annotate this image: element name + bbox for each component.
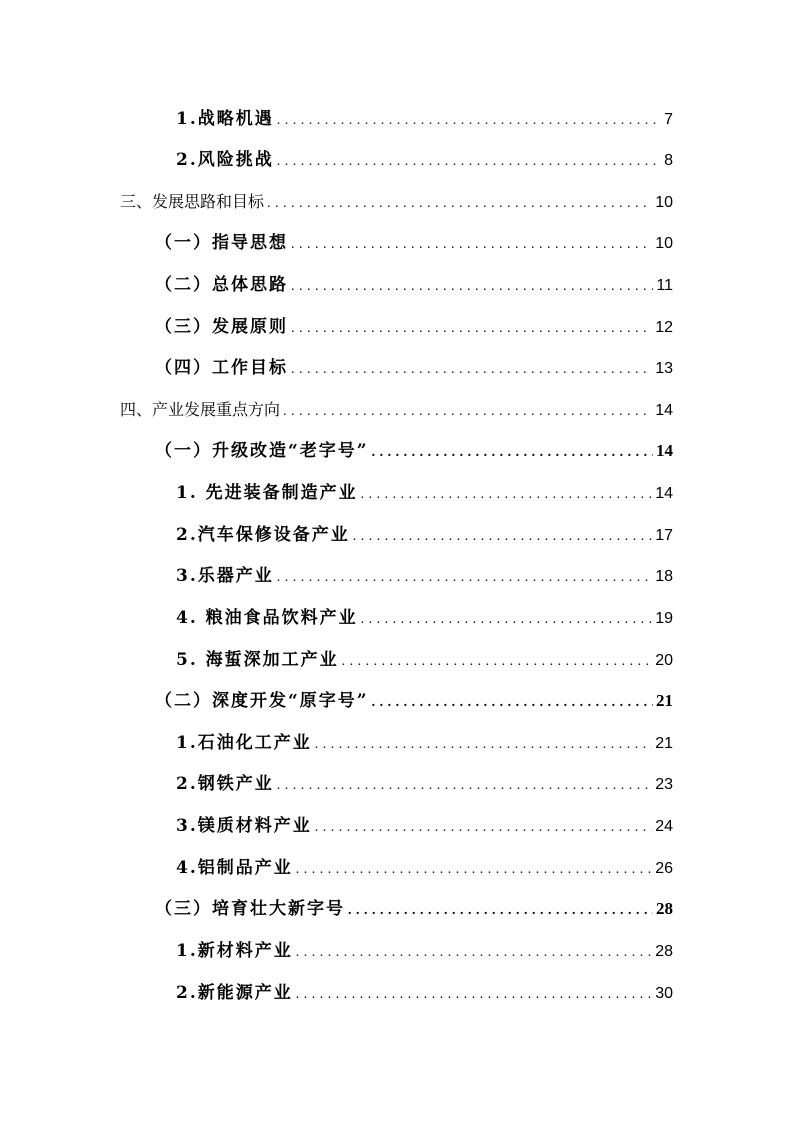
toc-entry[interactable]: [155, 438, 673, 464]
toc-entry-title: （一）升级改造“老字号”: [155, 441, 369, 461]
toc-entry-title: （四）工作目标: [155, 358, 288, 378]
toc-entry-title: 4. 粮油食品饮料产业: [176, 608, 358, 628]
toc-page-number: 30: [655, 985, 673, 1002]
toc-entry[interactable]: [176, 771, 673, 797]
toc-leader-dots: [277, 773, 652, 799]
toc-page-number: 19: [655, 610, 673, 627]
toc-page-number: 17: [655, 527, 673, 544]
toc-leader-dots: [277, 149, 661, 175]
toc-page-number: 28: [655, 943, 673, 960]
toc-entry-title: 1.新材料产业: [176, 941, 293, 961]
toc-page-number: 23: [655, 776, 673, 793]
toc-page-number: 10: [655, 194, 673, 211]
toc-entry-title: 三、发展思路和目标: [120, 192, 265, 211]
toc-leader-dots: [296, 857, 652, 883]
toc-entry-title: 3.镁质材料产业: [176, 816, 312, 836]
toc-entry-title: 4.铝制品产业: [176, 858, 293, 878]
toc-page-number: 21: [656, 691, 673, 710]
toc-entry[interactable]: [155, 355, 673, 381]
toc-leader-dots: [348, 898, 653, 924]
toc-leader-dots: [267, 191, 652, 217]
toc-entry[interactable]: [120, 189, 673, 215]
toc-leader-dots: [296, 982, 652, 1008]
toc-entry[interactable]: [176, 647, 673, 673]
toc-page-number: 7: [664, 111, 673, 128]
toc-page-number: 28: [656, 899, 673, 918]
toc-entry[interactable]: [155, 688, 673, 714]
toc-entry[interactable]: [120, 397, 673, 423]
toc-entry-title: 2.新能源产业: [176, 983, 293, 1003]
toc-page-number: 8: [664, 152, 673, 169]
toc-entry[interactable]: [176, 106, 673, 132]
toc-page-number: 14: [655, 485, 673, 502]
toc-entry[interactable]: [155, 896, 673, 922]
toc-page-number: 26: [655, 860, 673, 877]
toc-leader-dots: [315, 732, 652, 758]
toc-leader-dots: [315, 815, 652, 841]
toc-entry[interactable]: [176, 813, 673, 839]
toc-page-number: 21: [655, 735, 673, 752]
toc-entry[interactable]: [176, 563, 673, 589]
toc-entry-title: 3.乐器产业: [176, 566, 274, 586]
toc-leader-dots: [291, 316, 652, 342]
toc-leader-dots: [342, 649, 653, 675]
toc-leader-dots: [291, 232, 652, 258]
toc-leader-dots: [361, 607, 653, 633]
toc-entry-title: （三）发展原则: [155, 317, 288, 337]
toc-page-number: 18: [655, 568, 673, 585]
toc-page-number: 13: [655, 360, 673, 377]
toc-entry[interactable]: [176, 938, 673, 964]
toc-entry[interactable]: [176, 522, 673, 548]
toc-page-number: 10: [655, 235, 673, 252]
toc-entry[interactable]: [176, 480, 673, 506]
toc-leader-dots: [277, 108, 661, 134]
toc-leader-dots: [296, 940, 652, 966]
toc-entry-title: 四、产业发展重点方向: [120, 400, 281, 419]
toc-leader-dots: [372, 440, 653, 466]
toc-entry-title: 5. 海蜇深加工产业: [176, 650, 339, 670]
toc-entry[interactable]: [176, 855, 673, 881]
toc-leader-dots: [291, 357, 652, 383]
toc-entry-title: 1.战略机遇: [176, 109, 274, 129]
toc-entry-title: 1.石油化工产业: [176, 733, 312, 753]
toc-entry[interactable]: [155, 230, 673, 256]
toc-entry-title: （二）总体思路: [155, 275, 288, 295]
toc-entry-title: 2.汽车保修设备产业: [176, 525, 350, 545]
toc-leader-dots: [353, 524, 652, 550]
toc-entry-title: （三）培育壮大新字号: [155, 899, 345, 919]
toc-entry-title: 2.风险挑战: [176, 150, 274, 170]
toc-page-number: 20: [655, 652, 673, 669]
toc-entry[interactable]: [155, 272, 673, 298]
toc-entry-title: （二）深度开发“原字号”: [155, 691, 369, 711]
toc-leader-dots: [372, 690, 653, 716]
toc-leader-dots: [291, 274, 653, 300]
toc-leader-dots: [277, 565, 652, 591]
toc-page-number: 12: [655, 319, 673, 336]
toc-leader-dots: [283, 399, 652, 425]
toc-page-number: 24: [655, 818, 673, 835]
toc-entry[interactable]: [176, 147, 673, 173]
toc-entry-title: 1. 先进装备制造产业: [176, 483, 358, 503]
toc-entry[interactable]: [155, 314, 673, 340]
toc-entry-title: 2.钢铁产业: [176, 774, 274, 794]
toc-entry[interactable]: [176, 605, 673, 631]
toc-page-number: 14: [656, 441, 673, 460]
toc-page-number: 11: [656, 277, 673, 294]
toc-page-number: 14: [655, 402, 673, 419]
toc-entry-title: （一）指导思想: [155, 233, 288, 253]
toc-leader-dots: [361, 482, 653, 508]
toc-entry[interactable]: [176, 980, 673, 1006]
toc-entry[interactable]: [176, 730, 673, 756]
